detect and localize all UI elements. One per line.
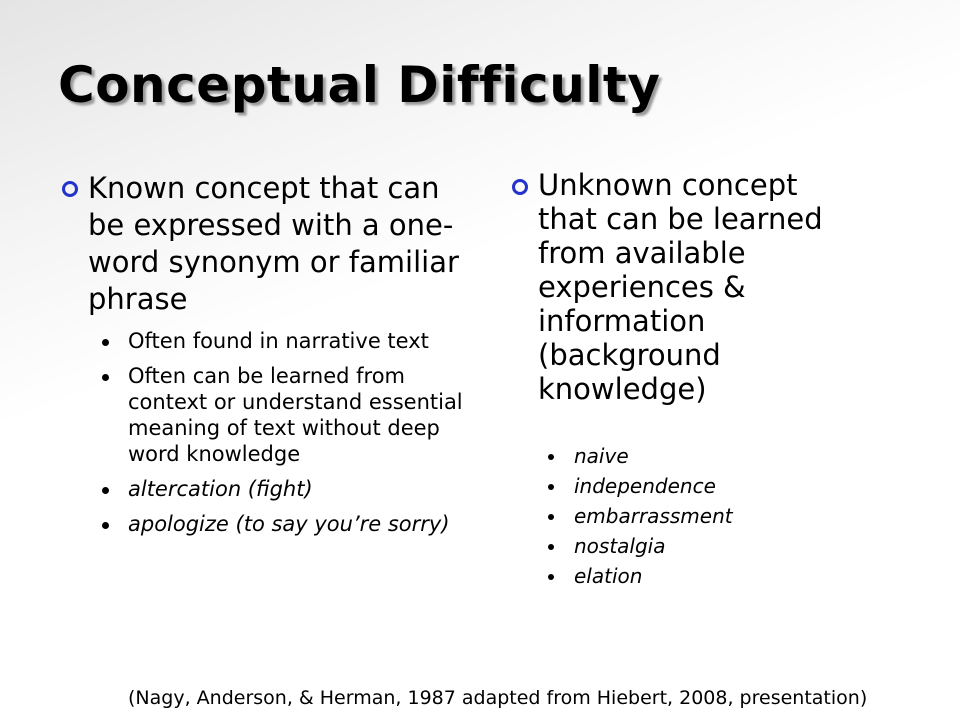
- citation: (Nagy, Anderson, & Herman, 1987 adapted from Hiebert, 2008, presentation): [128, 687, 868, 709]
- list-item: [548, 564, 850, 588]
- bullet-dot-icon: [548, 454, 554, 460]
- right-column: [510, 168, 850, 594]
- right-main-point: [510, 168, 850, 406]
- list-item: [102, 476, 470, 502]
- list-item: [548, 534, 850, 558]
- bullet-text: Often found in narrative text: [128, 329, 429, 353]
- bullet-text: nostalgia: [574, 534, 666, 558]
- slide-title: Conceptual Difficulty: [58, 56, 661, 114]
- ring-bullet-icon: [512, 179, 528, 195]
- left-bullet-list: [60, 328, 470, 537]
- bullet-text: embarrassment: [574, 504, 733, 528]
- bullet-dot-icon: [548, 574, 554, 580]
- list-item: [548, 444, 850, 468]
- bullet-dot-icon: [102, 522, 109, 529]
- bullet-text: Often can be learned from context or understand essential meaning of text without deep word knowledge: [128, 364, 463, 466]
- list-item: [102, 363, 470, 467]
- bullet-dot-icon: [102, 487, 109, 494]
- bullet-dot-icon: [102, 374, 109, 381]
- list-item: [548, 504, 850, 528]
- bullet-text: independence: [574, 474, 716, 498]
- left-main-point: [60, 170, 470, 318]
- list-item: [102, 328, 470, 354]
- list-item: [102, 511, 470, 537]
- left-column: [60, 170, 470, 546]
- left-heading: Known concept that can be expressed with a one-word synonym or familiar phrase: [88, 171, 459, 316]
- bullet-text: apologize (to say you’re sorry): [128, 512, 450, 536]
- bullet-text: altercation (fight): [128, 477, 313, 501]
- bullet-text: naive: [574, 444, 629, 468]
- ring-bullet-icon: [62, 181, 78, 197]
- right-heading: Unknown concept that can be learned from available experiences & information (background knowledge): [538, 168, 823, 406]
- right-bullet-list: [510, 444, 850, 588]
- bullet-dot-icon: [548, 544, 554, 550]
- bullet-text: elation: [574, 564, 643, 588]
- bullet-dot-icon: [102, 339, 109, 346]
- bullet-dot-icon: [548, 514, 554, 520]
- list-item: [548, 474, 850, 498]
- bullet-dot-icon: [548, 484, 554, 490]
